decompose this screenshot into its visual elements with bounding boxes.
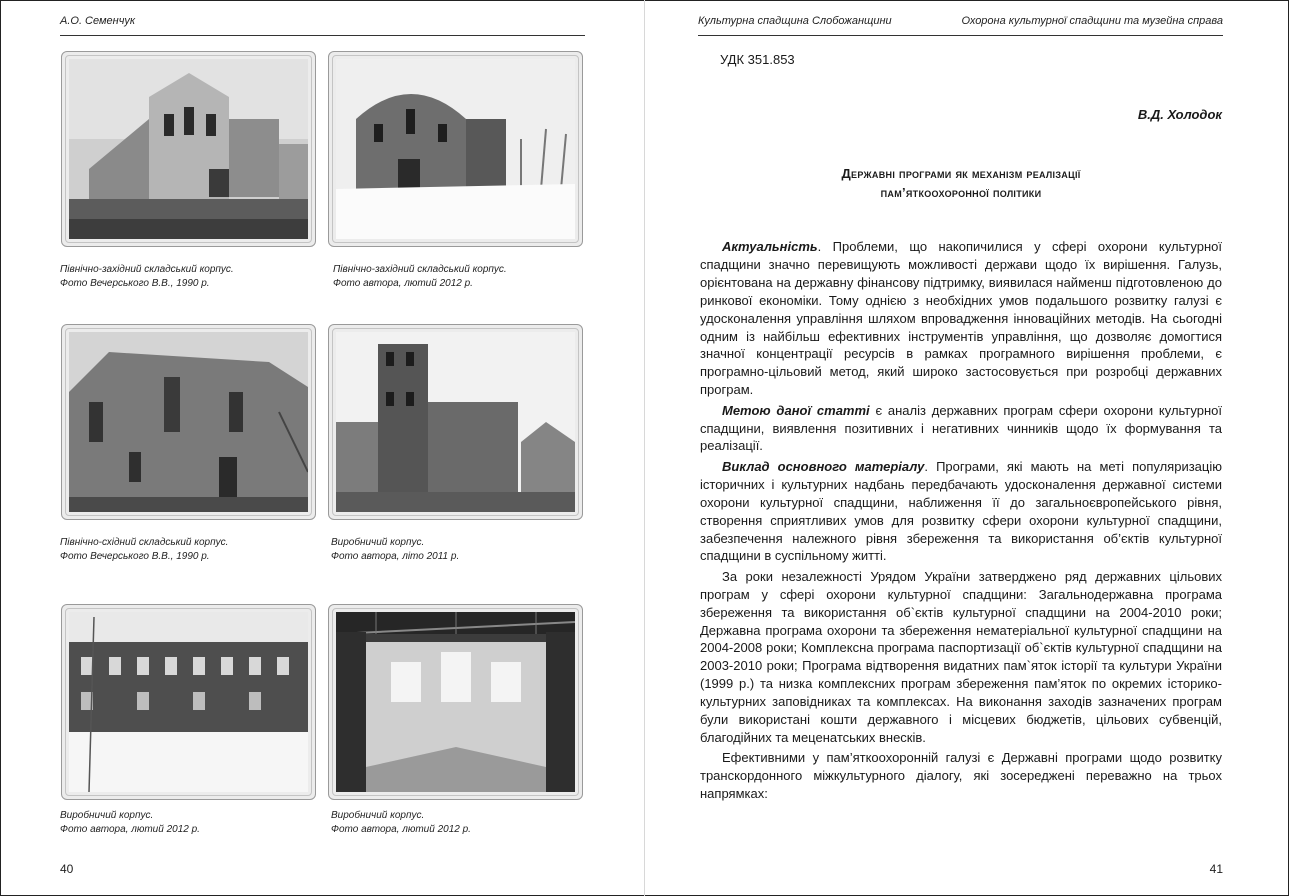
- figure-caption-3: [60, 536, 228, 564]
- caption-3-line-2: Фото Вечерського В.В., 1990 р.: [60, 551, 210, 562]
- paragraph-1-text: . Проблеми, що накопичилися у сфері охорони культурної спадщини значно перевищують можливості держави щодо їх вирішення. Галузь, орієнтована на державну фінансову підтримку, виявилася найменш підготовленою до ринкової економіки. Тому однією з необхідних умов подальшого розвитку галузі є удосконалення управління шляхом впровадження інноваційних методів. На сьогодні одним із найбільш ефективних інструментів управління, що дозволяє домогтися значної концентрації ресурсів в рамках програмного вирішення проблеми, є програмно-цільовий метод, який широко застосовується при розробці державних програм.: [700, 239, 1222, 398]
- paragraph-1: [700, 238, 1222, 399]
- paragraph-3-text: . Програми, які мають на меті популяризацію історичних і культурних надбань передбачають удосконалення державної системи охорони культурної спадщини, наближення її до загальноєвропейського рівня, створення сприятливих умов для розвитку сфери охорони культурної спадщини, забезпечення належного рівня збереження та використання об’єктів культурної спадщини в суспільному житті.: [700, 458, 1222, 564]
- figure-caption-6: [331, 809, 471, 837]
- caption-5-line-1: Виробничий корпус.: [60, 810, 154, 821]
- paragraph-2-lead: Метою даної статті: [722, 402, 870, 418]
- right-running-head-right: Охорона культурної спадщини та музейна справа: [961, 15, 1223, 27]
- caption-6-line-2: Фото автора, лютий 2012 р.: [331, 824, 471, 835]
- left-running-head: А.О. Семенчук: [60, 15, 136, 27]
- right-header-rule: [698, 35, 1223, 36]
- figure-caption-1: [60, 263, 234, 291]
- photo-2: [328, 51, 583, 247]
- caption-6-line-1: Виробничий корпус.: [331, 810, 425, 821]
- article-body: [700, 238, 1222, 806]
- article-author: В.Д. Холодок: [1137, 107, 1222, 122]
- caption-2-line-2: Фото автора, лютий 2012 р.: [333, 278, 473, 289]
- paragraph-3-lead: Виклад основного матеріалу: [722, 458, 925, 474]
- photo-5-image: [69, 612, 308, 792]
- photo-1: [61, 51, 316, 247]
- udk-code: УДК 351.853: [720, 52, 795, 67]
- caption-2-line-1: Північно-західний складський корпус.: [333, 264, 507, 275]
- figure-caption-4: [331, 536, 459, 564]
- photo-4-image: [336, 332, 575, 512]
- caption-4-line-1: Виробничий корпус.: [331, 537, 425, 548]
- right-page-number: 41: [1209, 862, 1223, 876]
- photo-4: [328, 324, 583, 520]
- figure-caption-5: [60, 809, 200, 837]
- photo-3: [61, 324, 316, 520]
- left-page-number: 40: [60, 862, 74, 876]
- paragraph-5: [700, 749, 1222, 803]
- photo-6-image: [336, 612, 575, 792]
- article-title-line-2: пам’яткоохоронної політики: [880, 185, 1042, 200]
- right-running-head-left: Культурна спадщина Слобожанщини: [698, 15, 892, 27]
- left-header-rule: [60, 35, 585, 36]
- figure-caption-2: [333, 263, 507, 291]
- caption-1-line-2: Фото Вечерського В.В., 1990 р.: [60, 278, 210, 289]
- article-title-line-1: Державні програми як механізм реалізації: [841, 166, 1081, 181]
- caption-3-line-1: Північно-східний складський корпус.: [60, 537, 229, 548]
- caption-1-line-1: Північно-західний складський корпус.: [60, 264, 234, 275]
- photo-1-image: [69, 59, 308, 239]
- paragraph-4: [700, 568, 1222, 747]
- paragraph-1-lead: Актуальність: [722, 239, 818, 254]
- photo-6: [328, 604, 583, 800]
- paragraph-3: [700, 458, 1222, 565]
- article-title: [700, 164, 1222, 202]
- caption-5-line-2: Фото автора, лютий 2012 р.: [60, 824, 200, 835]
- paragraph-5-text: Ефективними у пам’яткоохоронній галузі є Державні програми щодо розвитку транскордонного міжкультурного діалогу, які зосереджені переважно на трьох напрямках:: [700, 750, 1222, 802]
- photo-2-image: [336, 59, 575, 239]
- paragraph-2: [700, 402, 1222, 456]
- paragraph-4-text: За роки незалежності Урядом України затверджено ряд державних цільових програм у сфері охорони культурної спадщини: Загальнодержавна програма збереження та використання об`єктів культурної спадщини на 2004-2010 роки; Державна програма охорони та збереження нематеріальної культурної спадщини на 2004-2008 роки; Комплексна програма паспортизації об`єктів культурної спадщини на 2003-2010 роки; Програма відтворення видатних пам`яток історії та культури України (1999 р.) та низка комплексних програм збереження пам’яток по окремих історико-культурних заповідниках та комплексах. На виконання заходів зазначених програм були використані кошти державного і місцевих бюджетів, цільових субвенцій, благодійних та меценатських внесків.: [700, 568, 1222, 745]
- photo-3-image: [69, 332, 308, 512]
- paragraph-2-text: є аналіз державних програм сфери охорони культурної спадщини, виявлення позитивних і негативних чинників щодо їх формування та реалізації.: [700, 402, 1222, 454]
- photo-5: [61, 604, 316, 800]
- page-gutter: [644, 0, 645, 896]
- caption-4-line-2: Фото автора, літо 2011 р.: [331, 551, 460, 562]
